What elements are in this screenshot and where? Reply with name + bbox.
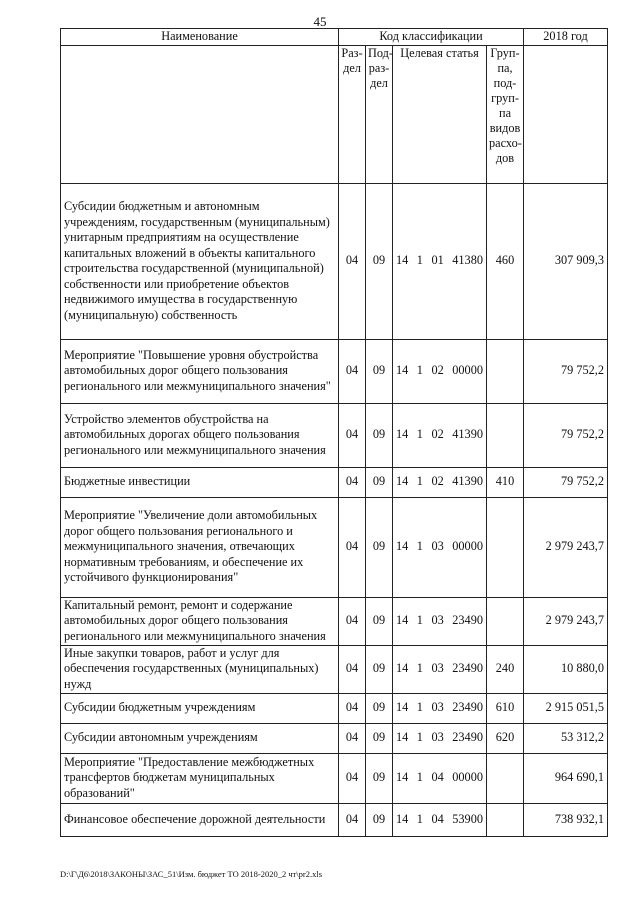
target-article-part: 14: [396, 539, 409, 554]
target-article-part: 1: [416, 730, 423, 745]
target-article-part: 03: [431, 661, 444, 676]
row-target-article: [393, 597, 487, 645]
row-amount: 307 909,3: [524, 183, 608, 339]
target-article-part: 1: [416, 539, 423, 554]
header-podrazdel: [366, 45, 393, 183]
row-podrazdel: 09: [366, 803, 393, 836]
row-razdel: 04: [339, 183, 366, 339]
file-path-footer: D:\Г\Д6\2018\ЗАКОНЫ\ЗАС_51\Изм. бюджет ТО 2018-2020_2 чт\pr2.xls: [60, 869, 323, 879]
row-podrazdel: 09: [366, 339, 393, 403]
row-target-article: [393, 753, 487, 803]
target-article-part: 14: [396, 613, 409, 628]
table-row: [61, 183, 608, 339]
target-article-part: 00000: [452, 770, 483, 785]
header-name-blank: [61, 45, 339, 183]
row-name: Мероприятие "Предоставление межбюджетных трансфертов бюджетам муниципальных образований": [61, 753, 339, 803]
target-article-part: 1: [416, 253, 423, 268]
row-target-article: [393, 497, 487, 597]
target-article-part: 1: [416, 613, 423, 628]
header-name: Наименование: [61, 29, 339, 46]
target-article-part: 14: [396, 811, 409, 826]
target-article-part: 04: [431, 770, 444, 785]
row-expense-type: [487, 597, 524, 645]
target-article-part: 14: [396, 700, 409, 715]
row-name: Финансовое обеспечение дорожной деятельности: [61, 803, 339, 836]
row-amount: 79 752,2: [524, 467, 608, 497]
table-row: [61, 645, 608, 693]
target-article-part: 53900: [452, 811, 483, 826]
table-row: [61, 339, 608, 403]
budget-rows: [61, 183, 608, 836]
target-article-parts: [395, 730, 484, 746]
table-row: [61, 723, 608, 753]
target-article-parts: [395, 812, 484, 828]
target-article-part: 03: [431, 539, 444, 554]
row-expense-type: [487, 753, 524, 803]
target-article-part: 02: [431, 427, 444, 442]
row-amount: 79 752,2: [524, 403, 608, 467]
target-article-part: 14: [396, 730, 409, 745]
target-article-part: 00000: [452, 539, 483, 554]
row-name: Субсидии бюджетным учреждениям: [61, 693, 339, 723]
target-article-part: 00000: [452, 363, 483, 378]
row-name: Субсидии бюджетным и автономным учреждениям, государственным (муниципальным) унитарным предприятиям на осуществление капитальных вложений в объекты капитального строительства государственной (муниципальной) собственности или приобретение объектов недвижимого имущества в государственную (муниципальную) собственность: [61, 183, 339, 339]
row-podrazdel: 09: [366, 497, 393, 597]
target-article-part: 41390: [452, 427, 483, 442]
target-article-part: 23490: [452, 730, 483, 745]
target-article-part: 02: [431, 363, 444, 378]
page-number: 45: [313, 14, 327, 29]
table-row: [61, 753, 608, 803]
row-amount: 2 915 051,5: [524, 693, 608, 723]
row-name: Бюджетные инвестиции: [61, 467, 339, 497]
target-article-parts: [395, 427, 484, 443]
target-article-part: 03: [431, 613, 444, 628]
row-name: Мероприятие "Увеличение доли автомобильных дорог общего пользования регионального и межмуниципального значения, отвечающих нормативным требованиям, и обеспечение их устойчивого функционирования": [61, 497, 339, 597]
row-expense-type: 620: [487, 723, 524, 753]
target-article-parts: [395, 613, 484, 629]
target-article-part: 14: [396, 661, 409, 676]
row-expense-type: [487, 497, 524, 597]
target-article-part: 14: [396, 363, 409, 378]
target-article-parts: [395, 474, 484, 490]
target-article-part: 14: [396, 253, 409, 268]
table-row: [61, 803, 608, 836]
target-article-part: 02: [431, 474, 444, 489]
target-article-part: 1: [416, 474, 423, 489]
row-target-article: [393, 403, 487, 467]
row-amount: 79 752,2: [524, 339, 608, 403]
table-row: [61, 597, 608, 645]
target-article-parts: [395, 661, 484, 677]
target-article-part: 23490: [452, 661, 483, 676]
row-amount: 964 690,1: [524, 753, 608, 803]
row-expense-type: [487, 803, 524, 836]
row-podrazdel: 09: [366, 183, 393, 339]
row-name: Иные закупки товаров, работ и услуг для обеспечения государственных (муниципальных) нужд: [61, 645, 339, 693]
target-article-part: 41390: [452, 474, 483, 489]
row-podrazdel: 09: [366, 753, 393, 803]
target-article-part: 1: [416, 700, 423, 715]
target-article-parts: [395, 539, 484, 555]
row-razdel: 04: [339, 693, 366, 723]
table-row: [61, 693, 608, 723]
row-podrazdel: 09: [366, 693, 393, 723]
row-podrazdel: 09: [366, 597, 393, 645]
target-article-part: 03: [431, 730, 444, 745]
row-amount: 738 932,1: [524, 803, 608, 836]
table-row: [61, 467, 608, 497]
row-razdel: 04: [339, 753, 366, 803]
target-article-parts: [395, 363, 484, 379]
row-expense-type: 240: [487, 645, 524, 693]
target-article-part: 14: [396, 427, 409, 442]
row-razdel: 04: [339, 497, 366, 597]
row-razdel: 04: [339, 467, 366, 497]
header-vid: [487, 45, 524, 183]
row-name: Субсидии автономным учреждениям: [61, 723, 339, 753]
row-amount: 2 979 243,7: [524, 497, 608, 597]
header-year: 2018 год: [524, 29, 608, 46]
row-expense-type: 460: [487, 183, 524, 339]
row-target-article: [393, 183, 487, 339]
row-razdel: 04: [339, 339, 366, 403]
target-article-part: 1: [416, 427, 423, 442]
row-expense-type: 610: [487, 693, 524, 723]
target-article-part: 14: [396, 770, 409, 785]
row-expense-type: [487, 339, 524, 403]
target-article-parts: [395, 700, 484, 716]
header-year-blank: [524, 45, 608, 183]
target-article-parts: [395, 770, 484, 786]
row-name: Мероприятие "Повышение уровня обустройства автомобильных дорог общего пользования регионального или межмуниципального значения": [61, 339, 339, 403]
table-row: [61, 403, 608, 467]
header-podrazdel-text: Под- раз- дел: [368, 45, 394, 90]
row-podrazdel: 09: [366, 403, 393, 467]
row-podrazdel: 09: [366, 723, 393, 753]
row-razdel: 04: [339, 597, 366, 645]
target-article-part: 04: [431, 811, 444, 826]
budget-table: [60, 28, 608, 837]
target-article-part: 1: [416, 811, 423, 826]
row-name: Капитальный ремонт, ремонт и содержание автомобильных дорог общего пользования регионального или межмуниципального значения: [61, 597, 339, 645]
header-vid-text: Груп- па, под- груп- па видов расхо- дов: [489, 45, 522, 165]
row-razdel: 04: [339, 803, 366, 836]
row-target-article: [393, 723, 487, 753]
row-amount: 53 312,2: [524, 723, 608, 753]
row-target-article: [393, 803, 487, 836]
target-article-part: 23490: [452, 700, 483, 715]
row-expense-type: 410: [487, 467, 524, 497]
header-razdel-text: Раз- дел: [341, 45, 363, 75]
header-row-sub: [61, 45, 608, 183]
header-razdel: [339, 45, 366, 183]
row-target-article: [393, 693, 487, 723]
row-podrazdel: 09: [366, 467, 393, 497]
row-razdel: 04: [339, 403, 366, 467]
row-amount: 10 880,0: [524, 645, 608, 693]
target-article-part: 41380: [452, 253, 483, 268]
row-podrazdel: 09: [366, 645, 393, 693]
target-article-parts: [395, 253, 484, 269]
row-target-article: [393, 645, 487, 693]
header-code-group: Код классификации: [339, 29, 524, 46]
header-row-top: [61, 29, 608, 46]
target-article-part: 23490: [452, 613, 483, 628]
header-target: Целевая статья: [393, 45, 487, 183]
target-article-part: 1: [416, 363, 423, 378]
row-amount: 2 979 243,7: [524, 597, 608, 645]
target-article-part: 03: [431, 700, 444, 715]
row-target-article: [393, 467, 487, 497]
row-name: Устройство элементов обустройства на автомобильных дорогах общего пользования регионального или межмуниципального значения: [61, 403, 339, 467]
target-article-part: 01: [431, 253, 444, 268]
row-razdel: 04: [339, 645, 366, 693]
table-row: [61, 497, 608, 597]
target-article-part: 1: [416, 770, 423, 785]
row-target-article: [393, 339, 487, 403]
row-expense-type: [487, 403, 524, 467]
target-article-part: 14: [396, 474, 409, 489]
row-razdel: 04: [339, 723, 366, 753]
target-article-part: 1: [416, 661, 423, 676]
